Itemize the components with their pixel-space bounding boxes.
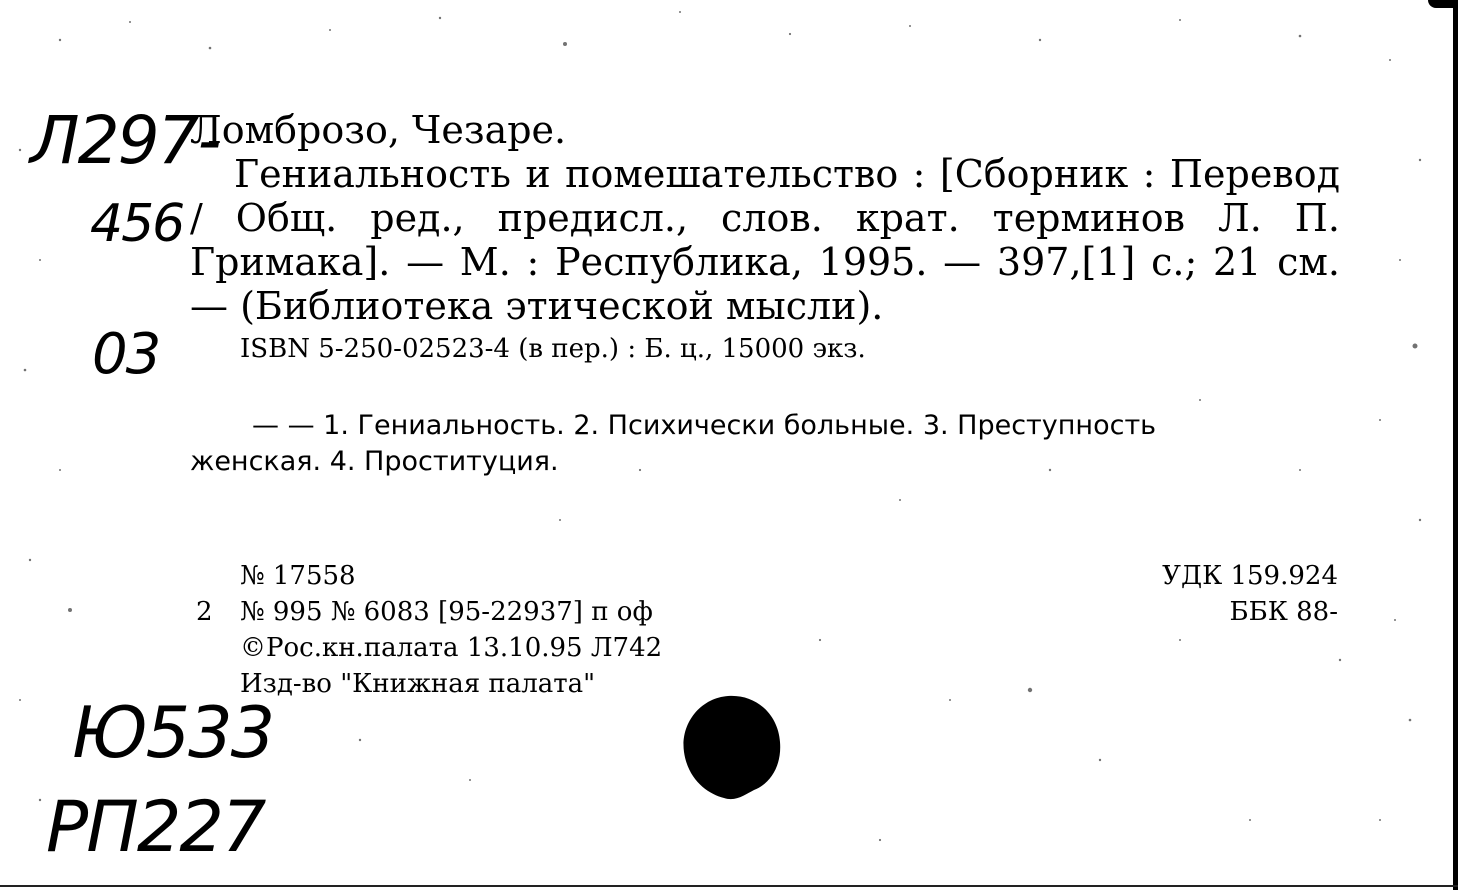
card-bottom-edge [0, 885, 1458, 887]
isbn-line: ISBN 5-250-02523-4 (в пер.) : Б. ц., 15000 экз. [240, 334, 866, 364]
handwritten-index-mark: 03 [92, 322, 160, 387]
card-right-edge [1453, 0, 1458, 890]
footer-right-block [1162, 558, 1338, 630]
subject-line-1: — — 1. Гениальность. 2. Психически больные. 3. Преступность [252, 410, 1157, 441]
author-heading: Ломброзо, Чезаре. [190, 108, 567, 152]
udk-code: УДК 159.924 [1162, 561, 1338, 591]
bibliographic-entry [190, 108, 1340, 328]
handwritten-shelf-mark: Л297- [30, 102, 220, 179]
handwritten-inventory-number: Ю533 [72, 692, 274, 774]
record-number: № 17558 [240, 561, 356, 591]
publisher-line: Изд-во "Книжная палата" [240, 669, 596, 699]
ink-blot [678, 690, 788, 805]
handwritten-shelf-mark-second: 456 [90, 194, 184, 254]
copyright-line: ©Рос.кн.палата 13.10.95 Л742 [240, 633, 663, 663]
footer-left-block [240, 558, 662, 702]
subject-line-2: женская. 4. Проституция. [190, 446, 559, 477]
title-description: Гениальность и помешательство : [Сборник : Перевод / Общ. ред., предисл., слов. крат. терминов Л. П. Гримака]. — М. : Республика, 1995. — 397,[1] с.; 21 см. — (Библиотека этической мысли). [190, 152, 1340, 328]
handwritten-inventory-code: РП227 [46, 786, 265, 868]
subject-headings [190, 408, 1340, 480]
copies-count: 2 [196, 597, 213, 627]
order-line: № 995 № 6083 [95-22937] п оф [240, 597, 653, 627]
bbk-code: ББК 88- [1229, 597, 1338, 627]
